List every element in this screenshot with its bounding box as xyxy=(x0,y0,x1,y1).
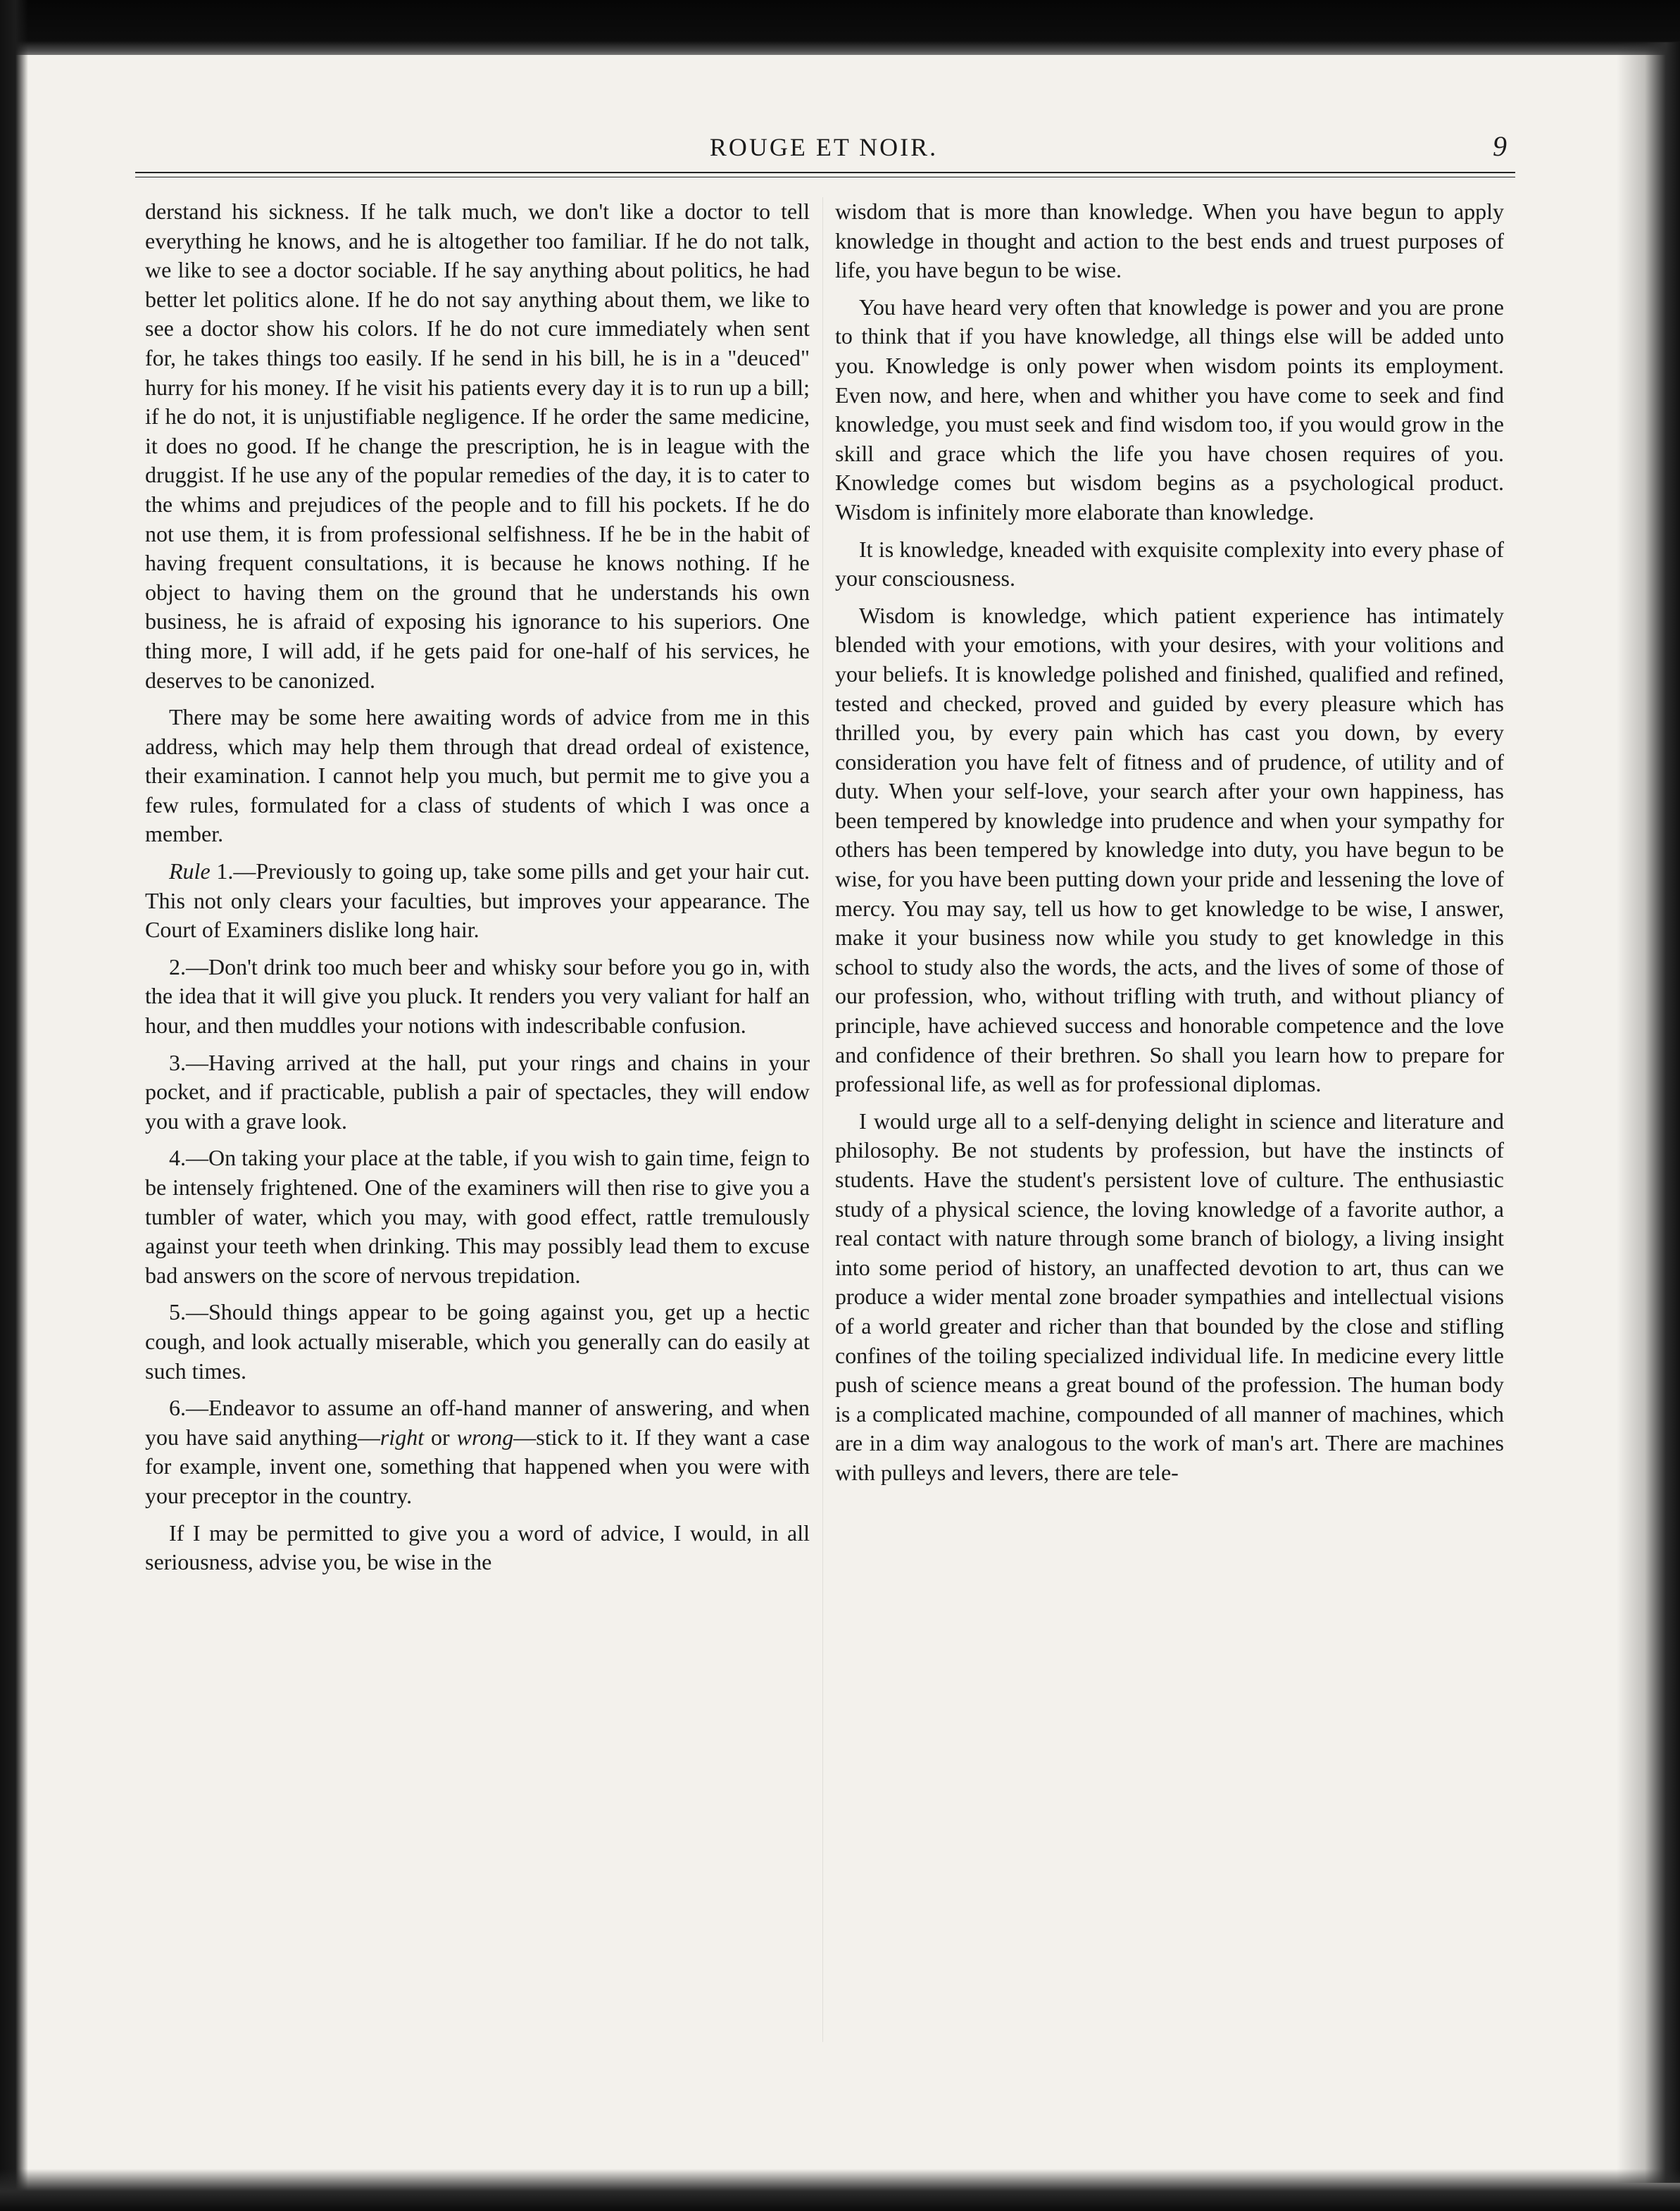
rule-6 xyxy=(145,1393,810,1510)
paragraph: If I may be permitted to give you a word of advice, I would, in all seriousness, advise you, be wise in the xyxy=(145,1520,810,1575)
right-column xyxy=(835,197,1504,2141)
paragraph: wisdom that is more than knowledge. When you have begun to apply knowledge in thought and action to the best ends and truest purposes of life, you have begun to be wise. xyxy=(835,199,1504,283)
paragraph: I would urge all to a self-denying delight in science and literature and philosophy. Be not students by profession, but have the instincts of students. Have the student's persistent love of culture. The enthusiastic study of a physical science, the loving knowledge of a favorite author, a real contact with nature through some branch of biology, a living insight into some period of history, an unaffected devotion to art, thus can we produce a wider mental zone broader sympathies and intellectual visions of a world greater and richer than that bounded by the close and stifling confines of the toiling specialized individual life. In medicine every little push of science means a great bound of the profession. The human body is a complicated machine, compounded of all manner of machines, which are in a dim way analogous to the work of man's art. There are machines with pulleys and levers, there are tele- xyxy=(835,1108,1504,1485)
rule-5: 5.—Should things appear to be going against you, get up a hectic cough, and look actually miserable, which you generally can do easily at such times. xyxy=(145,1299,810,1384)
rule-2: 2.—Don't drink too much beer and whisky sour before you go in, with the idea that it will give you pluck. It renders you very valiant for half an hour, and then muddles your notions with indescribable confusion. xyxy=(145,953,810,1039)
rule-label: Rule xyxy=(169,858,211,884)
rule-text: or xyxy=(424,1424,457,1450)
rule-text: 1.—Previously to going up, take some pills and get your hair cut. This not only clears your faculties, but improves your appearance. The Court of Examiners dislike long hair. xyxy=(145,858,810,943)
scan-edge-bottom xyxy=(0,2169,1680,2211)
rule-1 xyxy=(145,857,810,945)
paragraph: Wisdom is knowledge, which patient experience has intimately blended with your emotions, with your desires, with your volitions and your beliefs. It is knowledge polished and finished, qualified and refined, tested and checked, proved and guided by every pleasure which has thrilled you, by every pain which has cast you down, by every consideration you have felt of fitness and of prudence, of utility and of duty. When your self-love, your search after your own happiness, has been tempered by knowledge into prudence and when your sympathy for others has been tempered by knowledge into duty, you have begun to be wise, for you have been putting down your pride and lessening the love of mercy. You may say, tell us how to get knowledge to be wise, I answer, make it your business now while you study to get knowledge in this school to study also the words, the acts, and the lives of some of those of our profession, who, without trifling with truth, and without pliancy of principle, have achieved success and honorable competence and the love and confidence of their brethren. So shall you learn how to prepare for professional life, as well as for professional diplomas. xyxy=(835,602,1504,1097)
paragraph: You have heard very often that knowledge is power and you are prone to think that if you have knowledge, all things else will be added unto you. Knowledge is only power when wisdom points its employment. Even now, and here, when and whither you have come to seek and find knowledge, you must seek and find wisdom too, if you would grow in the skill and grace which the life you have chosen requires of you. Knowledge comes but wisdom begins as a psychological product. Wisdom is infinitely more elaborate than knowledge. xyxy=(835,294,1504,525)
page-number: 9 xyxy=(1493,130,1507,162)
running-title: ROUGE ET NOIR. xyxy=(709,133,939,161)
paragraph: It is knowledge, kneaded with exquisite complexity into every phase of your consciousness. xyxy=(835,536,1504,591)
running-head xyxy=(134,125,1514,175)
rule-4: 4.—On taking your place at the table, if you wish to gain time, feign to be intensely frightened. One of the examiners will then rise to give you a tumbler of water, which you may, with good effect, rattle tremulously against your teeth when drinking. This may possibly lead them to excuse bad answers on the score of nervous trepidation. xyxy=(145,1145,810,1288)
column-gutter xyxy=(822,197,823,2042)
scan-edge-top xyxy=(0,0,1680,55)
rule-text: —stick to it. If they want a case for example, invent one, something that happened when you were with your preceptor in the country. xyxy=(145,1424,810,1508)
scan-edge-left xyxy=(0,0,28,2211)
left-column xyxy=(145,197,810,2141)
paragraph: derstand his sickness. If he talk much, we don't like a doctor to tell everything he knows, and he is altogether too familiar. If he do not talk, we like to see a doctor sociable. If he say anything about politics, he had better let politics alone. If he do not say anything about them, we like to see a doctor show his colors. If he do not cure immediately when sent for, he takes things too easily. If he send in his bill, he is in a "deuced" hurry for his money. If he visit his patients every day it is to run up a bill; if he do not, it is unjustifiable negligence. If he order the same medicine, it does no good. If he change the prescription, he is in league with the druggist. If he use any of the popular remedies of the day, it is to cater to the whims and prejudices of the people and to fill his pockets. If he do not use them, it is from professional selfishness. If he be in the habit of having frequent consultations, it is because he knows nothing. If he object to having them on the ground that he understands his own business, he is afraid of exposing his ignorance to his superiors. One thing more, I will add, if he gets paid for one-half of his services, he deserves to be canonized. xyxy=(145,199,810,693)
scan-edge-right xyxy=(1617,42,1680,2183)
paragraph: There may be some here awaiting words of advice from me in this address, which may help them through that dread ordeal of existence, their examination. I cannot help you much, but permit me to give you a few rules, formulated for a class of students of which I was once a member. xyxy=(145,704,810,847)
emphasis-wrong: wrong xyxy=(456,1424,514,1450)
rule-text: 6.—Endeavor to assume an off-hand manner of answering, and when you have said anything— xyxy=(145,1395,810,1450)
rule-3: 3.—Having arrived at the hall, put your rings and chains in your pocket, and if practicable, publish a pair of spectacles, they will endow you with a grave look. xyxy=(145,1049,810,1134)
header-rule xyxy=(135,172,1515,177)
emphasis-right: right xyxy=(380,1424,425,1450)
